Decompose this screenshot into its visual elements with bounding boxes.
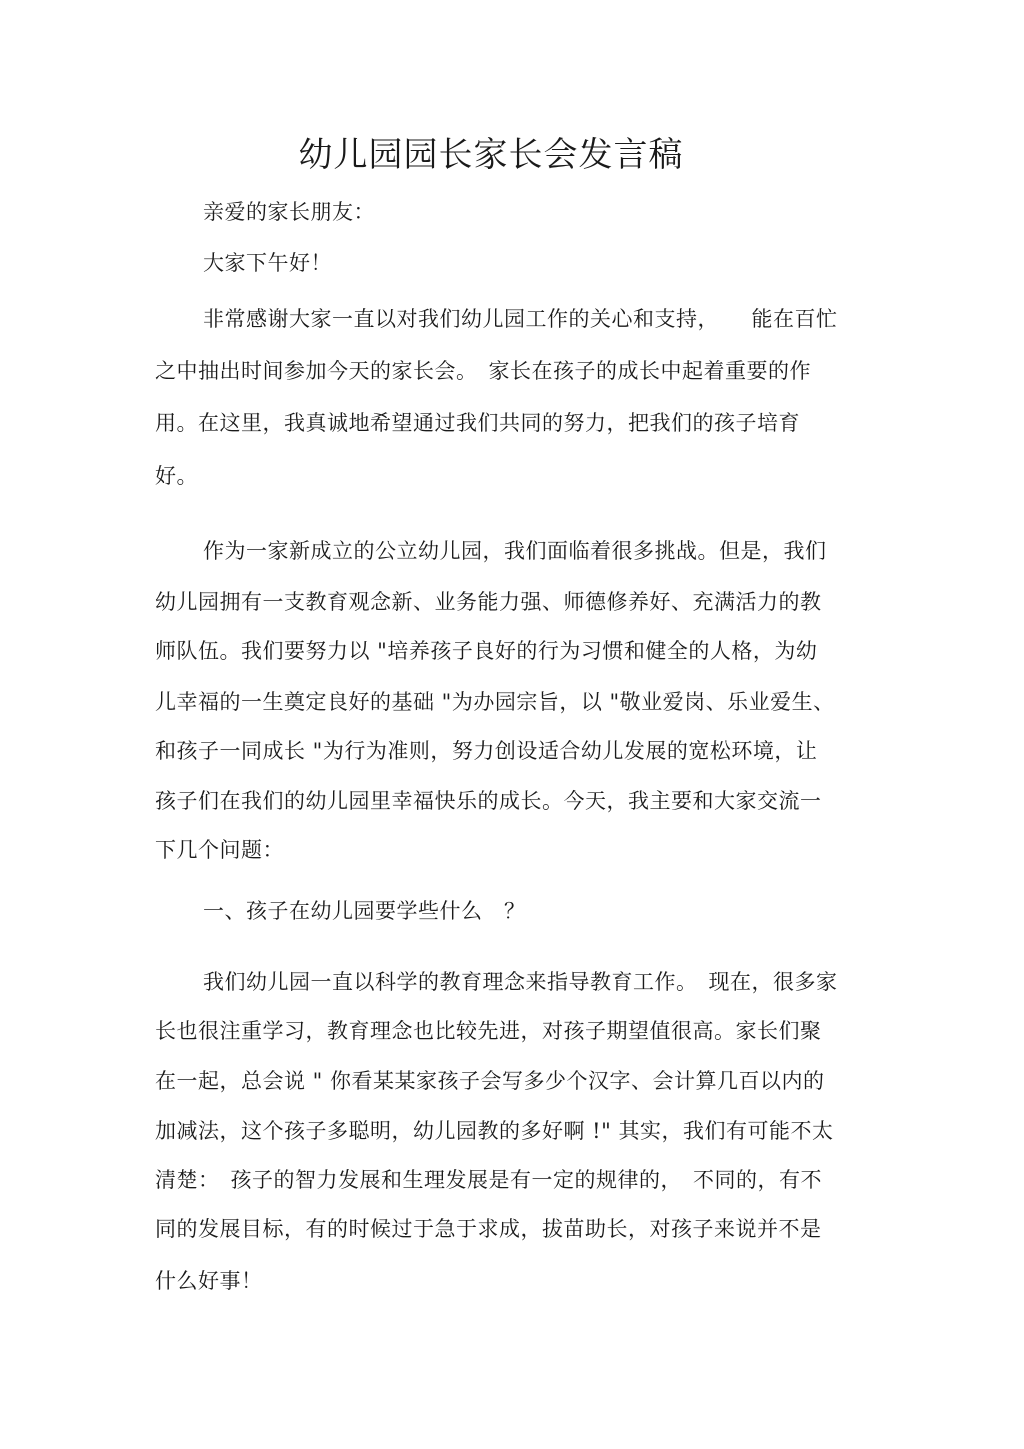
paragraph-1-line-2: 之中抽出时间参加今天的家长会。 家长在孩子的成长中起着重要的作 (155, 359, 811, 383)
paragraph-1-line-4: 好。 (155, 464, 198, 488)
paragraph-3-line-5: 清楚： 孩子的智力发展和生理发展是有一定的规律的， 不同的，有不 (155, 1168, 822, 1192)
paragraph-3-line-7: 什么好事！ (155, 1269, 263, 1293)
paragraph-2-line-3: 师队伍。我们要努力以 "培养孩子良好的行为习惯和健全的人格，为幼 (155, 639, 818, 663)
greeting: 大家下午好！ (203, 251, 332, 275)
paragraph-2-line-1: 作为一家新成立的公立幼儿园，我们面临着很多挑战。但是，我们 (203, 539, 827, 563)
section-heading-1: 一、孩子在幼儿园要学些什么 ？ (203, 899, 526, 923)
paragraph-1-line-1: 非常感谢大家一直以对我们幼儿园工作的关心和支持， 能在百忙 (203, 307, 838, 331)
paragraph-3-line-2: 长也很注重学习，教育理念也比较先进，对孩子期望值很高。家长们聚 (155, 1019, 822, 1043)
paragraph-2-line-7: 下几个问题： (155, 838, 284, 862)
paragraph-3-line-4: 加减法，这个孩子多聪明，幼儿园教的多好啊 !" 其实，我们有可能不太 (155, 1119, 834, 1143)
paragraph-3-line-1: 我们幼儿园一直以科学的教育理念来指导教育工作。 现在，很多家 (203, 970, 838, 994)
paragraph-2-line-4: 儿幸福的一生奠定良好的基础 "为办园宗旨，以 "敬业爱岗、乐业爱生、 (155, 690, 835, 714)
paragraph-1-line-3: 用。在这里，我真诚地希望通过我们共同的努力，把我们的孩子培育 (155, 411, 800, 435)
paragraph-2-line-5: 和孩子一同成长 "为行为准则，努力创设适合幼儿发展的宽松环境，让 (155, 739, 818, 763)
paragraph-3-line-3: 在一起，总会说 " 你看某某家孩子会写多少个汉字、会计算几百以内的 (155, 1069, 825, 1093)
paragraph-2-line-6: 孩子们在我们的幼儿园里幸福快乐的成长。今天，我主要和大家交流一 (155, 789, 822, 813)
salutation: 亲爱的家长朋友： (203, 200, 375, 224)
page-title: 幼儿园园长家长会发言稿 (298, 135, 684, 175)
paragraph-2-line-2: 幼儿园拥有一支教育观念新、业务能力强、师德修养好、充满活力的教 (155, 590, 822, 614)
paragraph-3-line-6: 同的发展目标，有的时候过于急于求成，拔苗助长，对孩子来说并不是 (155, 1217, 822, 1241)
